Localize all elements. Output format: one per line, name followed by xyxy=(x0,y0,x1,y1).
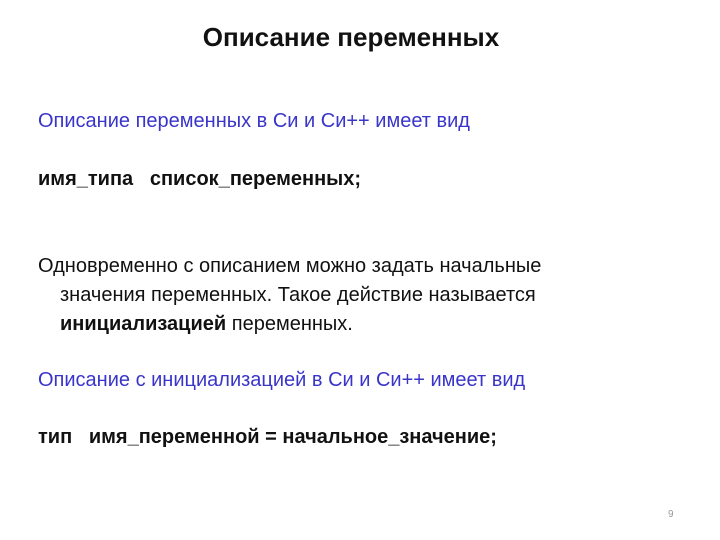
paragraph-line-2: значения переменных. Такое действие называется xyxy=(60,284,536,306)
intro-line: Описание переменных в Си и Си++ имеет вид xyxy=(38,110,470,132)
paragraph-tail: переменных. xyxy=(226,313,353,335)
slide-title: Описание переменных xyxy=(202,22,500,52)
paragraph-line-3 xyxy=(38,310,668,339)
page-number: 9 xyxy=(668,509,674,520)
paragraph-line-1: Одновременно с описанием можно задать начальные xyxy=(38,255,542,277)
syntax-initialization: тип имя_переменной = начальное_значение; xyxy=(38,426,497,448)
term-initialization: инициализацией xyxy=(60,313,227,335)
syntax-declaration: имя_типа список_переменных; xyxy=(38,168,362,190)
init-intro-line: Описание с инициализацией в Си и Си++ имеет вид xyxy=(38,369,526,391)
initialization-paragraph xyxy=(38,252,668,339)
